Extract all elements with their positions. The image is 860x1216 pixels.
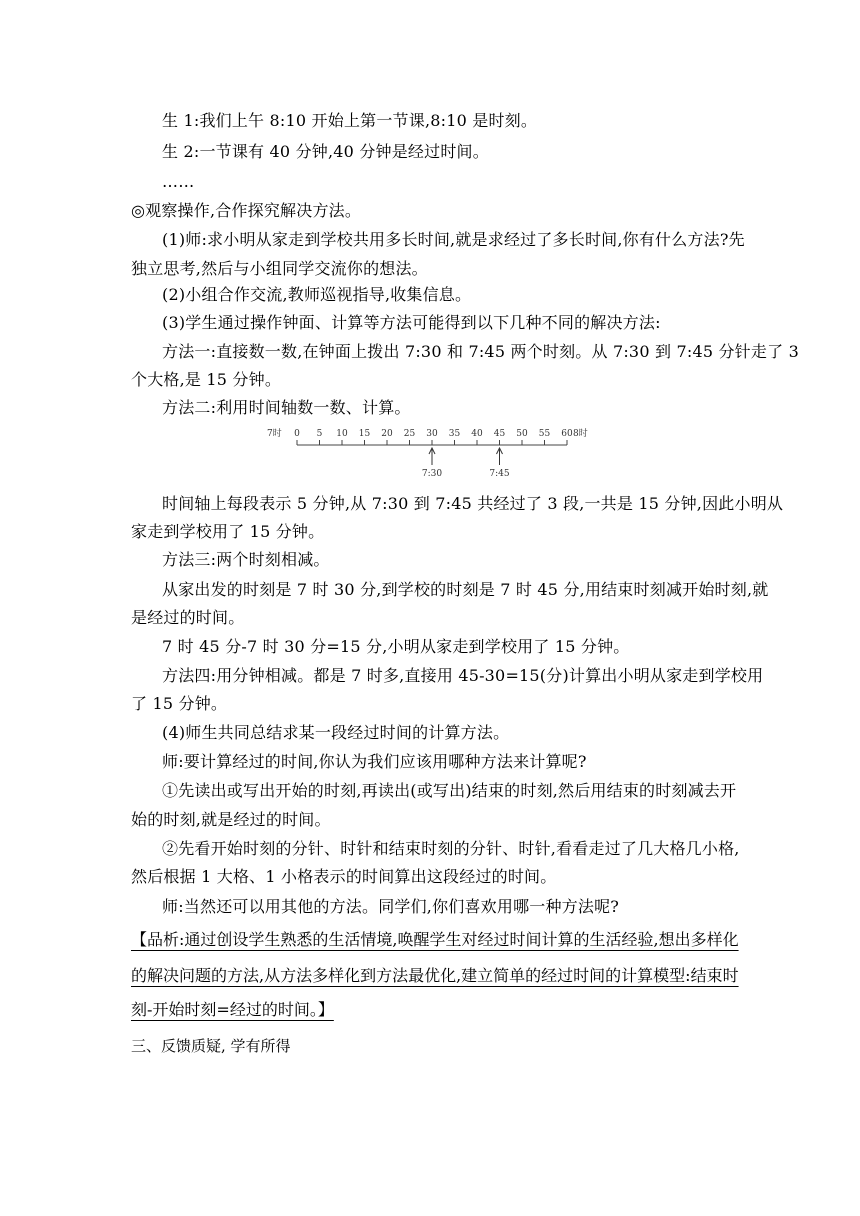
timeline-explain-line-1: 时间轴上每段表示 5 分钟,从 7:30 到 7:45 共经过了 3 段,一共是 15 分钟,因此小明从 <box>162 494 784 513</box>
time-axis-tick-label: 10 <box>336 429 348 439</box>
method-1-line-2: 个大格,是 15 分钟。 <box>131 370 282 389</box>
time-axis-end-label: 8时 <box>573 429 588 439</box>
step-1-line-2: 独立思考,然后与小组同学交流你的想法。 <box>131 259 428 278</box>
time-marker-label: 7:30 <box>421 469 443 479</box>
time-axis-tick-label: 20 <box>381 429 393 439</box>
student-1-line: 生 1:我们上午 8:10 开始上第一节课,8:10 是时刻。 <box>162 111 538 130</box>
method-4-line-2: 了 15 分钟。 <box>131 694 228 713</box>
observe-heading: ◎观察操作,合作探究解决方法。 <box>131 201 362 220</box>
time-axis-tick-label: 45 <box>493 429 506 439</box>
time-marker-label: 7:45 <box>489 469 510 479</box>
time-axis-tick-label: 15 <box>358 429 371 439</box>
time-axis-tick-label: 30 <box>426 429 438 439</box>
time-axis-tick-label: 60 <box>561 429 573 439</box>
step-3-line: (3)学生通过操作钟面、计算等方法可能得到以下几种不同的解决方法: <box>162 313 661 332</box>
step-2-line: (2)小组合作交流,教师巡视指导,收集信息。 <box>162 285 472 304</box>
method-3-equation-line: 7 时 45 分-7 时 30 分=15 分,小明从家走到学校用了 15 分钟。 <box>162 637 630 656</box>
time-axis-tick-label: 25 <box>403 429 416 439</box>
approach-2-line-2: 然后根据 1 大格、1 小格表示的时间算出这段经过的时间。 <box>131 867 557 886</box>
approach-1-line-2: 始的时刻,就是经过的时间。 <box>131 810 331 829</box>
analysis-line-2: 的解决问题的方法,从方法多样化到方法最优化,建立简单的经过时间的计算模型:结束时 <box>131 966 739 985</box>
time-axis-tick-label: 0 <box>294 429 300 439</box>
time-axis-tick-label: 50 <box>516 429 528 439</box>
time-axis-tick-label: 55 <box>538 429 551 439</box>
method-2-line: 方法二:利用时间轴数一数、计算。 <box>162 398 411 417</box>
method-3-line: 方法三:两个时刻相减。 <box>162 550 330 569</box>
ellipsis-line: …… <box>162 172 195 191</box>
time-axis-tick-label: 40 <box>471 429 483 439</box>
analysis-line-1: 【品析:通过创设学生熟悉的生活情境,唤醒学生对经过时间计算的生活经验,想出多样化 <box>131 930 739 949</box>
approach-1-line-1: ①先读出或写出开始的时刻,再读出(或写出)结束的时刻,然后用结束的时刻减去开 <box>162 781 737 800</box>
teacher-closing-line: 师:当然还可以用其他的方法。同学们,你们喜欢用哪一种方法呢? <box>162 897 620 916</box>
time-axis-start-label: 7时 <box>267 429 282 439</box>
step-1-line-1: (1)师:求小明从家走到学校共用多长时间,就是求经过了多长时间,你有什么方法?先 <box>162 230 745 249</box>
method-1-line-1: 方法一:直接数一数,在钟面上拨出 7:30 和 7:45 两个时刻。从 7:30 到 7:45 分针走了 3 <box>162 342 799 361</box>
method-3-explain-line-2: 是经过的时间。 <box>131 608 245 627</box>
student-2-line: 生 2:一节课有 40 分钟,40 分钟是经过时间。 <box>162 142 489 161</box>
method-3-explain-line-1: 从家出发的时刻是 7 时 30 分,到学校的时刻是 7 时 45 分,用结束时刻减开始时刻,就 <box>162 580 769 599</box>
analysis-line-3: 刻-开始时刻=经过的时间。】 <box>131 1000 334 1019</box>
time-axis-tick-label: 35 <box>448 429 461 439</box>
method-4-line-1: 方法四:用分钟相减。都是 7 时多,直接用 45-30=15(分)计算出小明从家走到学校用 <box>162 666 764 685</box>
step-4-line: (4)师生共同总结求某一段经过时间的计算方法。 <box>162 723 510 742</box>
time-axis-tick-label: 5 <box>316 429 323 439</box>
timeline-explain-line-2: 家走到学校用了 15 分钟。 <box>131 522 325 541</box>
approach-2-line-1: ②先看开始时刻的分针、时针和结束时刻的分针、时针,看看走过了几大格几小格, <box>162 839 740 858</box>
teacher-question-line: 师:要计算经过的时间,你认为我们应该用哪种方法来计算呢? <box>162 752 587 771</box>
section-heading: 三、反馈质疑, 学有所得 <box>131 1037 291 1055</box>
time-axis-figure <box>265 422 595 484</box>
